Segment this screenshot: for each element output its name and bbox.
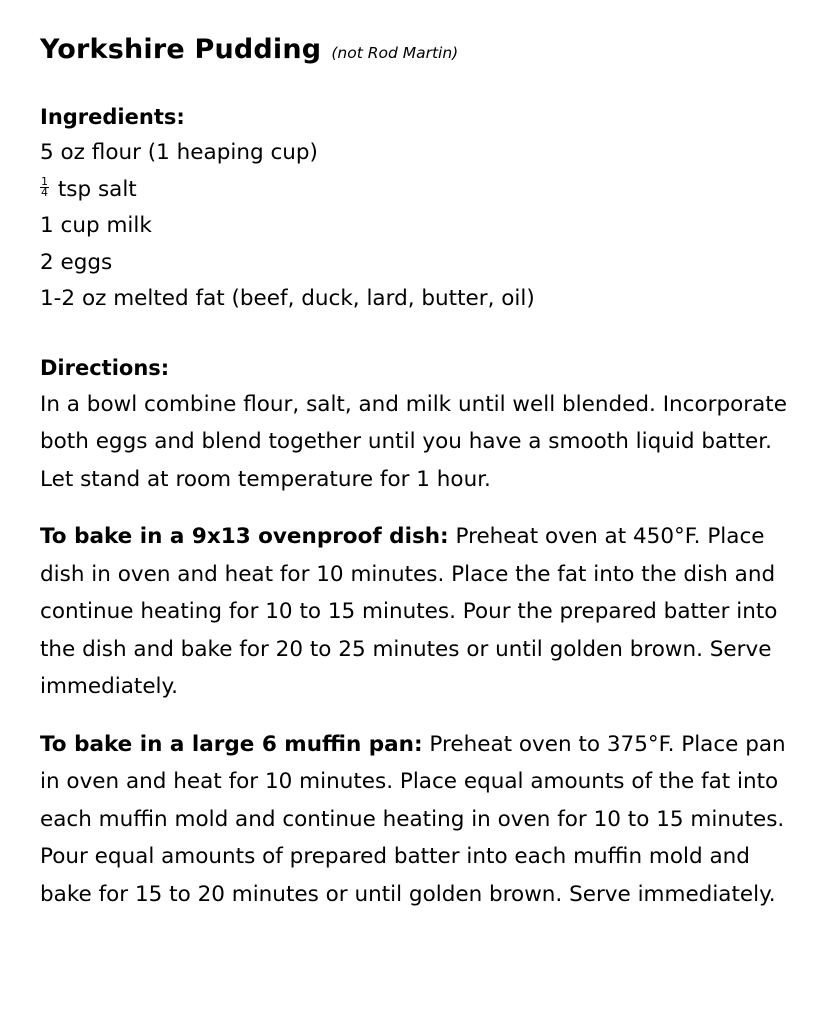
muffin-method-lead: To bake in a large 6 muffin pan:	[40, 731, 423, 757]
dish-method-paragraph	[40, 518, 800, 706]
muffin-method-paragraph	[40, 726, 800, 914]
title-row	[40, 34, 800, 65]
ingredient-item: 1-2 oz melted fat (beef, duck, lard, butter, oil)	[40, 286, 535, 311]
recipe-subtitle: (not Rod Martin)	[331, 44, 459, 62]
directions-heading: Directions:	[40, 355, 170, 380]
ingredient-item: 1 cup milk	[40, 213, 152, 238]
ingredients-heading: Ingredients:	[40, 105, 185, 129]
ingredient-item: 2 eggs	[40, 249, 113, 275]
dish-method-text: Preheat oven at 450°F. Place dish in oven and heat for 10 minutes. Place the fat into the dish and continue heating for 10 to 15 minutes. Pour the prepared batter into the dish and bake for 20 to 25 minutes or until golden brown. Serve immediately.	[40, 524, 778, 699]
recipe-title: Yorkshire Pudding	[40, 34, 322, 65]
ingredients-list	[40, 135, 800, 318]
dish-method-lead: To bake in a 9x13 ovenproof dish:	[40, 524, 449, 549]
recipe-page	[40, 34, 800, 933]
ingredient-salt-label: tsp salt	[57, 176, 137, 202]
muffin-method-text: Preheat oven to 375°F. Place pan in oven and heat for 10 minutes. Place equal amounts of the fat into each muffin mold and continue heating in oven for 10 to 15 minutes. Pour equal amounts of prepared batter into each muffin mold and bake for 15 to 20 minutes or until golden brown. Serve immediately.	[40, 731, 786, 907]
directions-text: In a bowl combine flour, salt, and milk until well blended. Incorporate both eggs and blend together until you have a smooth liquid batter. Let stand at room temperature for 1 hour.	[40, 391, 787, 492]
quarter-fraction: $\frac{1}{4}$	[41, 175, 48, 199]
ingredient-item: 5 oz flour (1 heaping cup)	[40, 140, 318, 165]
ingredient-item	[40, 172, 800, 209]
